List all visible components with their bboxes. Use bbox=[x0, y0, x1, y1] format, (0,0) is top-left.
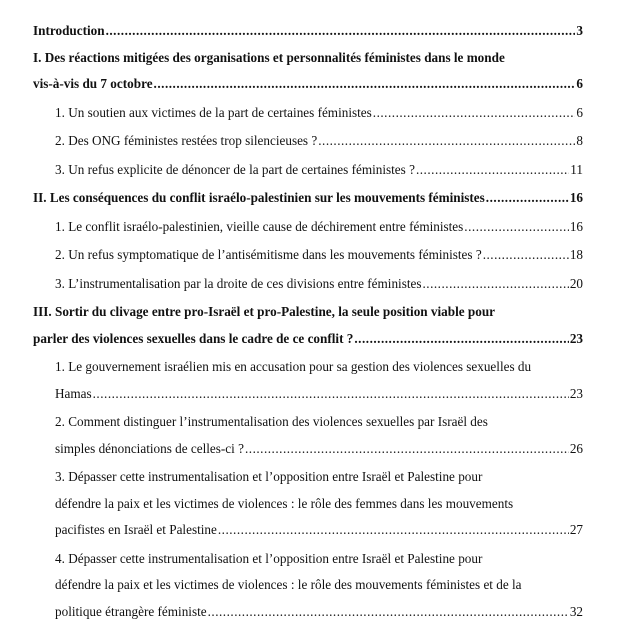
toc-title-continued: défendre la paix et les victimes de violences : le rôle des mouvements féministes et de la bbox=[55, 572, 583, 599]
dot-leader bbox=[464, 214, 569, 241]
toc-page-number: 8 bbox=[576, 128, 583, 155]
toc-entry-part-2-item-3[interactable] bbox=[33, 271, 583, 298]
toc-title: Introduction bbox=[33, 18, 105, 45]
toc-page-number: 18 bbox=[570, 242, 583, 269]
toc-page-number: 11 bbox=[570, 157, 583, 184]
toc-title: I. Des réactions mitigées des organisations et personnalités féministes dans le monde bbox=[33, 45, 583, 72]
toc-page-number: 20 bbox=[570, 271, 583, 298]
toc-entry-part-3[interactable] bbox=[33, 299, 583, 352]
toc-entry-part-1-item-1[interactable] bbox=[33, 100, 583, 127]
dot-leader bbox=[93, 381, 569, 408]
dot-leader bbox=[208, 599, 569, 625]
toc-title-continued: parler des violences sexuelles dans le cadre de ce conflit ? bbox=[33, 326, 353, 353]
toc-entry-part-1[interactable] bbox=[33, 45, 583, 98]
toc-title: 2. Un refus symptomatique de l’antisémitisme dans les mouvements féministes ? bbox=[55, 242, 482, 269]
toc-entry-part-1-item-3[interactable] bbox=[33, 157, 583, 184]
toc-title: 3. Un refus explicite de dénoncer de la part de certaines féministes ? bbox=[55, 157, 415, 184]
toc-title: II. Les conséquences du conflit israélo-palestinien sur les mouvements féministes bbox=[33, 185, 485, 212]
toc-entry-part-2-item-1[interactable] bbox=[33, 214, 583, 241]
toc-title: 3. L’instrumentalisation par la droite de ces divisions entre féministes bbox=[55, 271, 421, 298]
toc-page-number: 3 bbox=[576, 18, 583, 45]
dot-leader bbox=[106, 18, 576, 45]
toc-title: 3. Dépasser cette instrumentalisation et l’opposition entre Israël et Palestine pour bbox=[55, 464, 583, 491]
toc-page-number: 32 bbox=[570, 599, 583, 625]
toc-entry-part-2-item-2[interactable] bbox=[33, 242, 583, 269]
toc-page-number: 16 bbox=[570, 214, 583, 241]
dot-leader bbox=[154, 71, 576, 98]
dot-leader bbox=[486, 185, 569, 212]
toc-title: 2. Comment distinguer l’instrumentalisation des violences sexuelles par Israël des bbox=[55, 409, 583, 436]
toc-entry-part-3-item-1[interactable] bbox=[33, 354, 583, 407]
toc-title: III. Sortir du clivage entre pro-Israël et pro-Palestine, la seule position viable pour bbox=[33, 299, 583, 326]
dot-leader bbox=[483, 242, 569, 269]
dot-leader bbox=[422, 271, 568, 298]
dot-leader bbox=[416, 157, 569, 184]
toc-page-number: 23 bbox=[570, 381, 583, 408]
toc-entry-introduction[interactable] bbox=[33, 18, 583, 45]
dot-leader bbox=[373, 100, 576, 127]
toc-entry-part-3-item-2[interactable] bbox=[33, 409, 583, 462]
toc-page-number: 6 bbox=[576, 71, 583, 98]
toc-entry-part-2[interactable] bbox=[33, 185, 583, 212]
toc-title-continued: Hamas bbox=[55, 381, 92, 408]
toc-title-continued: politique étrangère féministe bbox=[55, 599, 207, 625]
toc-title: 4. Dépasser cette instrumentalisation et l’opposition entre Israël et Palestine pour bbox=[55, 546, 583, 573]
dot-leader bbox=[354, 326, 568, 353]
dot-leader bbox=[218, 517, 569, 544]
toc-title-continued: pacifistes en Israël et Palestine bbox=[55, 517, 217, 544]
toc-title-continued: défendre la paix et les victimes de violences : le rôle des femmes dans les mouvements bbox=[55, 491, 583, 518]
toc-title-continued: vis-à-vis du 7 octobre bbox=[33, 71, 153, 98]
toc-title: 1. Le gouvernement israélien mis en accusation pour sa gestion des violences sexuelles du bbox=[55, 354, 583, 381]
toc-title: 1. Le conflit israélo-palestinien, vieille cause de déchirement entre féministes bbox=[55, 214, 463, 241]
dot-leader bbox=[245, 436, 569, 463]
toc-title-continued: simples dénonciations de celles-ci ? bbox=[55, 436, 244, 463]
toc-title: 1. Un soutien aux victimes de la part de certaines féministes bbox=[55, 100, 372, 127]
toc-entry-part-1-item-2[interactable] bbox=[33, 128, 583, 155]
toc-page-number: 27 bbox=[570, 517, 583, 544]
toc-page-number: 16 bbox=[570, 185, 583, 212]
toc-entry-part-3-item-3[interactable] bbox=[33, 464, 583, 544]
toc-page-number: 23 bbox=[570, 326, 583, 353]
toc-page-number: 6 bbox=[576, 100, 583, 127]
toc-title: 2. Des ONG féministes restées trop silencieuses ? bbox=[55, 128, 317, 155]
dot-leader bbox=[318, 128, 575, 155]
toc-page-number: 26 bbox=[570, 436, 583, 463]
toc-entry-part-3-item-4[interactable] bbox=[33, 546, 583, 625]
